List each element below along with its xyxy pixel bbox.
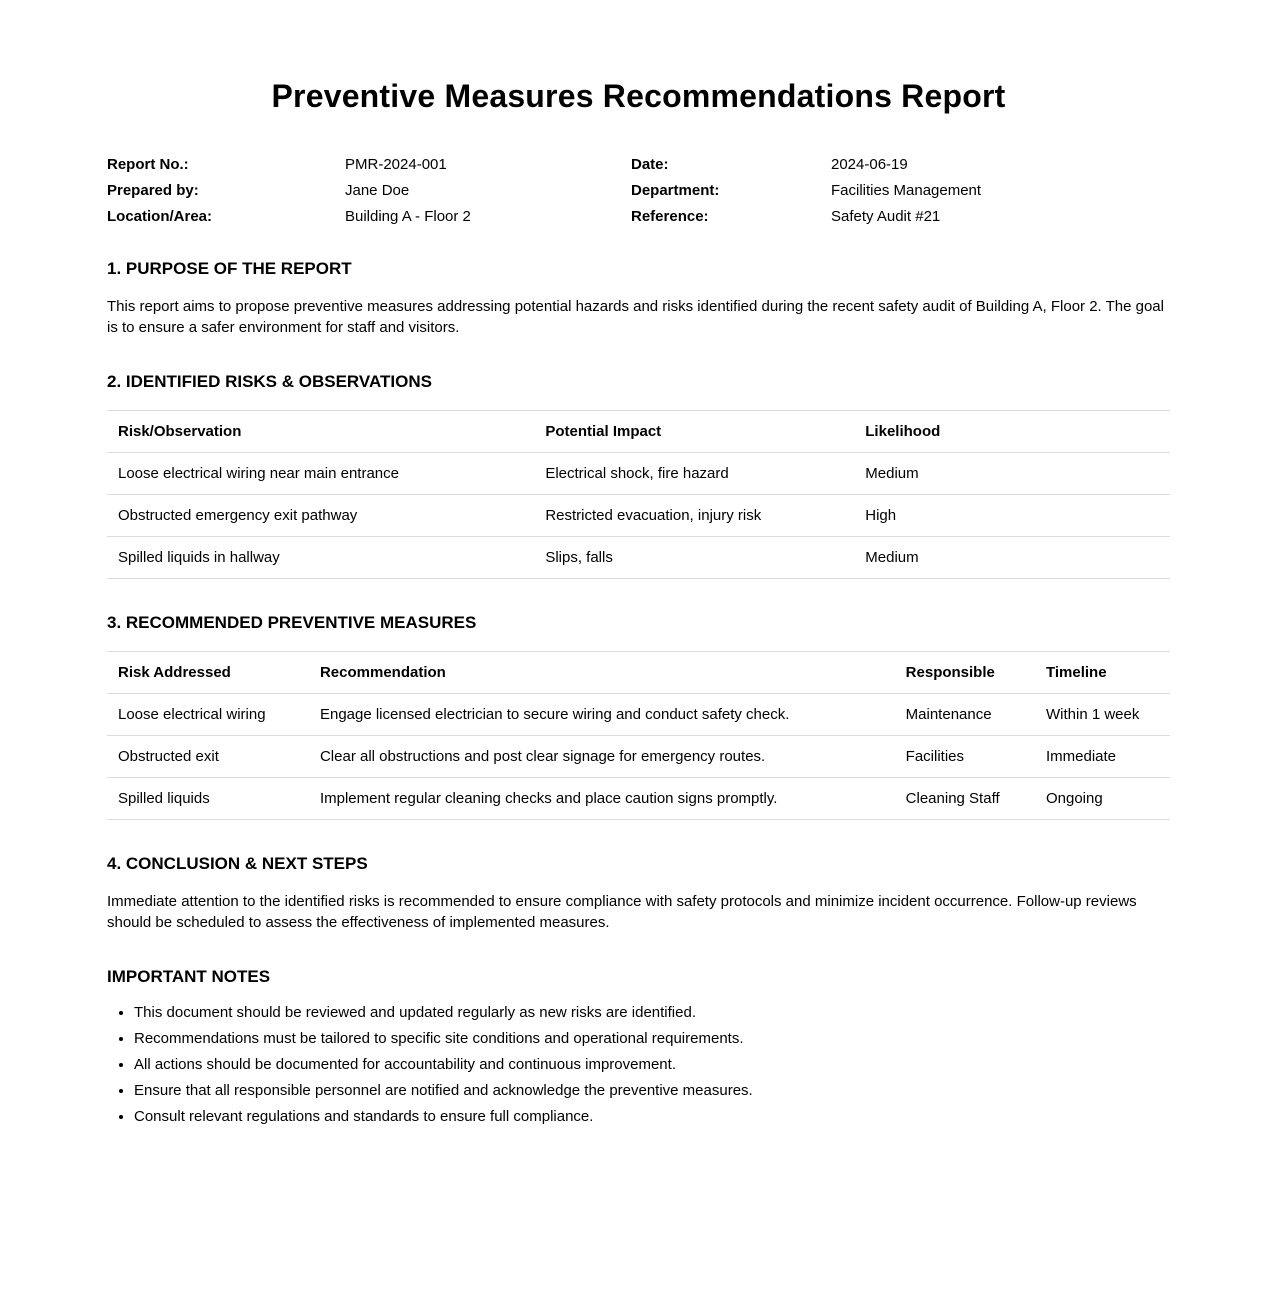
notes-heading: IMPORTANT NOTES	[107, 967, 271, 986]
meta-value-location: Building A - Floor 2	[345, 208, 471, 225]
table-cell: Ongoing	[1035, 778, 1170, 820]
note-item: • All actions should be documented for accountability and continuous improvement.	[134, 1057, 1170, 1072]
table-header-cell: Risk Addressed	[107, 652, 309, 694]
conclusion-heading: 4. CONCLUSION & NEXT STEPS	[107, 854, 368, 873]
measures-table	[107, 651, 1170, 820]
conclusion-body: Immediate attention to the identified risks is recommended to ensure compliance with safety protocols and minimize incident occurrence. Follow-up reviews should be scheduled to assess the effectiveness of implemented measures.	[107, 893, 1137, 931]
purpose-body: This report aims to propose preventive measures addressing potential hazards and risks identified during the recent safety audit of Building A, Floor 2. The goal is to ensure a safer environment for staff and visitors.	[107, 298, 1164, 336]
section-preventive-measures	[107, 613, 1170, 820]
table-cell: Facilities	[895, 736, 1035, 778]
note-item: • Ensure that all responsible personnel are notified and acknowledge the preventive measures.	[134, 1083, 1170, 1098]
note-item: • This document should be reviewed and updated regularly as new risks are identified.	[134, 1005, 1170, 1020]
table-row	[107, 495, 1170, 537]
meta-label-report-no: Report No.:	[107, 156, 189, 173]
table-cell: Cleaning Staff	[895, 778, 1035, 820]
table-cell: Engage licensed electrician to secure wiring and conduct safety check.	[309, 694, 895, 736]
table-row	[107, 537, 1170, 579]
measures-heading: 3. RECOMMENDED PREVENTIVE MEASURES	[107, 613, 477, 632]
table-cell: Slips, falls	[534, 537, 854, 579]
table-cell: Immediate	[1035, 736, 1170, 778]
table-cell: Loose electrical wiring	[107, 694, 309, 736]
report-title: Preventive Measures Recommendations Report	[271, 78, 1006, 114]
note-item: • Recommendations must be tailored to specific site conditions and operational requirements.	[134, 1031, 1170, 1046]
meta-label-reference: Reference:	[631, 208, 709, 225]
table-cell: Within 1 week	[1035, 694, 1170, 736]
section-conclusion	[107, 854, 1170, 933]
note-item: • Consult relevant regulations and standards to ensure full compliance.	[134, 1109, 1170, 1124]
table-cell: Loose electrical wiring near main entrance	[107, 453, 534, 495]
risks-heading: 2. IDENTIFIED RISKS & OBSERVATIONS	[107, 372, 432, 391]
section-important-notes	[107, 967, 1170, 1124]
meta-value-reference: Safety Audit #21	[831, 208, 941, 225]
meta-value-report-no: PMR-2024-001	[345, 156, 447, 173]
table-header-row	[107, 411, 1170, 453]
meta-value-department: Facilities Management	[831, 182, 982, 199]
table-header-cell: Responsible	[895, 652, 1035, 694]
table-cell: Spilled liquids in hallway	[107, 537, 534, 579]
table-header-cell: Timeline	[1035, 652, 1170, 694]
table-cell: Restricted evacuation, injury risk	[534, 495, 854, 537]
risks-table	[107, 410, 1170, 579]
table-cell: Obstructed exit	[107, 736, 309, 778]
purpose-heading: 1. PURPOSE OF THE REPORT	[107, 259, 352, 278]
meta-label-prepared-by: Prepared by:	[107, 182, 199, 199]
table-header-cell: Risk/Observation	[107, 411, 534, 453]
table-row	[107, 736, 1170, 778]
table-cell: Obstructed emergency exit pathway	[107, 495, 534, 537]
table-row	[107, 694, 1170, 736]
table-cell: Maintenance	[895, 694, 1035, 736]
table-header-row	[107, 652, 1170, 694]
table-cell: Implement regular cleaning checks and place caution signs promptly.	[309, 778, 895, 820]
table-header-cell: Likelihood	[854, 411, 1170, 453]
notes-list	[107, 1005, 1170, 1124]
meta-value-date: 2024-06-19	[831, 156, 908, 173]
table-cell: Electrical shock, fire hazard	[534, 453, 854, 495]
meta-label-department: Department:	[631, 182, 720, 199]
meta-label-date: Date:	[631, 156, 669, 173]
table-row	[107, 453, 1170, 495]
table-row	[107, 778, 1170, 820]
section-identified-risks	[107, 372, 1170, 579]
table-header-cell: Recommendation	[309, 652, 895, 694]
table-cell: High	[854, 495, 1170, 537]
report-meta	[107, 157, 1170, 225]
meta-value-prepared-by: Jane Doe	[345, 182, 410, 199]
section-purpose	[107, 259, 1170, 338]
table-cell: Spilled liquids	[107, 778, 309, 820]
table-cell: Medium	[854, 453, 1170, 495]
table-cell: Medium	[854, 537, 1170, 579]
table-header-cell: Potential Impact	[534, 411, 854, 453]
table-cell: Clear all obstructions and post clear signage for emergency routes.	[309, 736, 895, 778]
meta-label-location: Location/Area:	[107, 208, 213, 225]
